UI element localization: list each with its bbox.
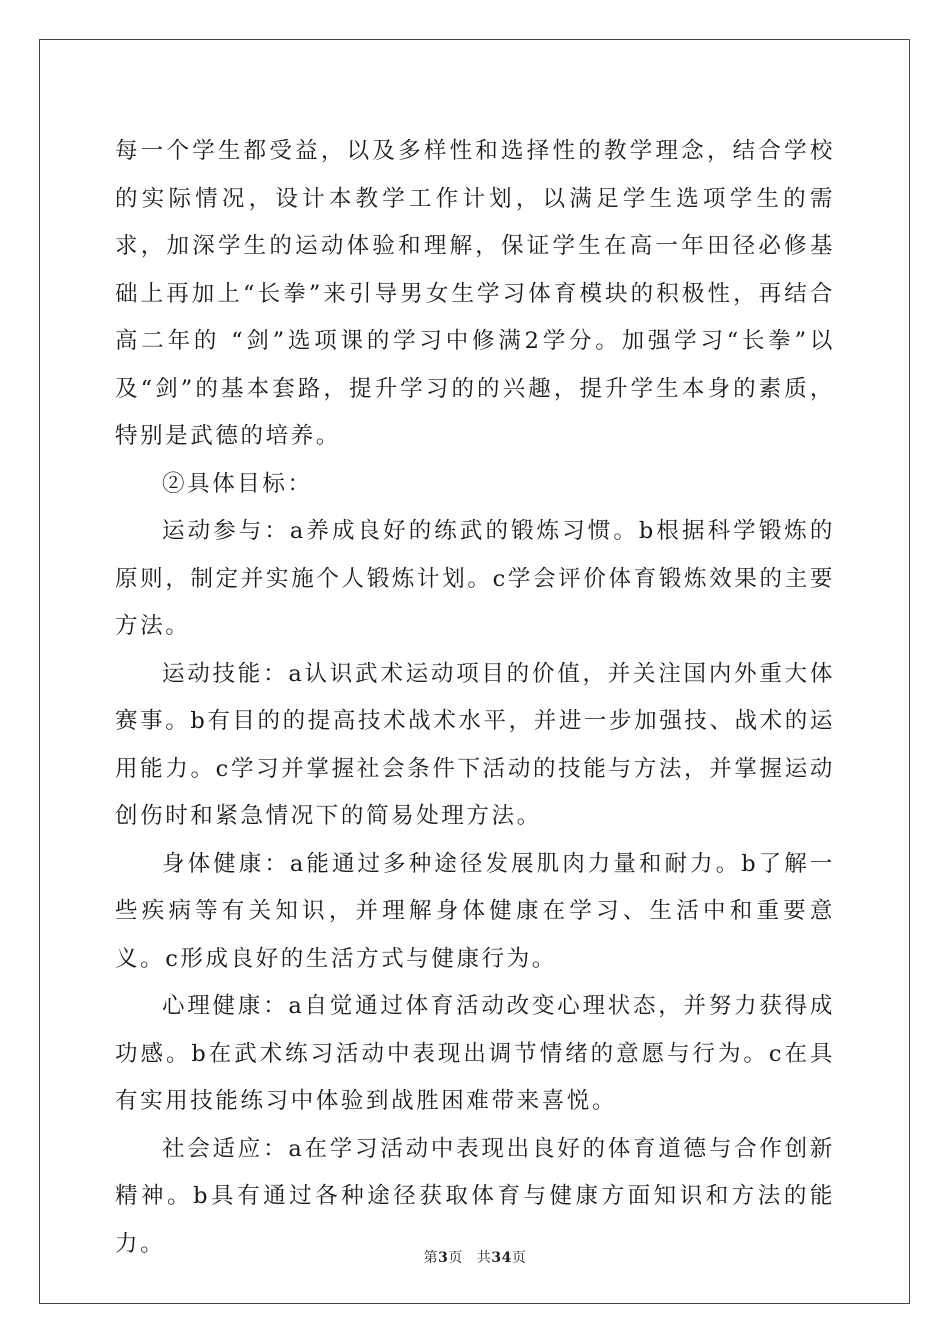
total-pages: 34 (491, 1250, 512, 1266)
page-prefix: 第 (423, 1250, 439, 1266)
page-number: 3 (438, 1250, 449, 1266)
total-prefix: 共 (476, 1250, 492, 1266)
paragraph-sports-skills: 运动技能：a认识武术运动项目的价值，并关注国内外重大体赛事。b有目的的提高技术战术水平，并进一步加强技、战术的运用能力。c学习并掌握社会条件下活动的技能与方法，并掌握运动创伤时和紧急情况下的简易处理方法。 (115, 660, 835, 829)
paragraph-social-adaptation: 社会适应：a在学习活动中表现出良好的体育道德与合作创新精神。b具有通过各种途径获取体育与健康方面知识和方法的能力。 (115, 1135, 835, 1257)
page-suffix: 页 (448, 1250, 463, 1266)
paragraph-physical-health: 身体健康：a能通过多种途径发展肌肉力量和耐力。b了解一些疾病等有关知识，并理解身体健康在学习、生活中和重要意义。c形成良好的生活方式与健康行为。 (115, 850, 835, 972)
total-suffix: 页 (511, 1250, 527, 1266)
paragraph-mental-health: 心理健康：a自觉通过体育活动改变心理状态，并努力获得成功感。b在武术练习活动中表现出调节情绪的意愿与行为。c在具有实用技能练习中体验到战胜困难带来喜悦。 (115, 993, 835, 1114)
page-footer (0, 1247, 950, 1267)
specific-goals-heading: ②具体目标： (162, 470, 313, 497)
paragraph-intro: 每一个学生都受益，以及多样性和选择性的教学理念，结合学校的实际情况，设计本教学工作计划，以满足学生选项学生的需求，加深学生的运动体验和理解，保证学生在高一年田径必修基础上再加上“长拳”来引导男女生学习体育模块的积极性，再结合高二年的 “剑”选项课的学习中修满2学分。加强学习“长拳”以及“剑”的基本套路，提升学习的的兴趣，提升学生本身的素质，特别是武德的培养。 (115, 138, 835, 449)
paragraph-sports-participation: 运动参与：a养成良好的练武的锻炼习惯。b根据科学锻炼的原则，制定并实施个人锻炼计划。c学会评价体育锻炼效果的主要方法。 (115, 518, 835, 639)
document-body (115, 128, 835, 1268)
